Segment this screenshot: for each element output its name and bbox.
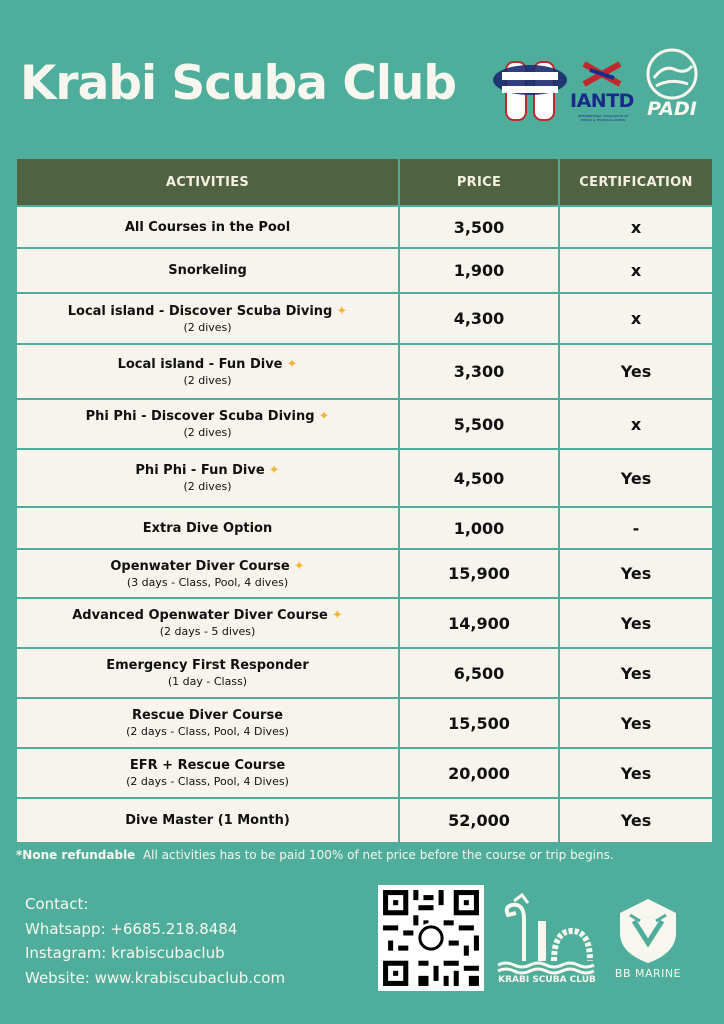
price-cell: 5,500 [399, 399, 559, 449]
club-logo-label: KRABI SCUBA CLUB [498, 975, 596, 985]
activity-name: Local island - Fun Dive [117, 356, 283, 372]
header-price: PRICE [399, 158, 559, 206]
activity-cell [16, 293, 399, 344]
cert-cell: Yes [559, 698, 713, 748]
activity-name: EFR + Rescue Course [129, 758, 286, 773]
refund-note [16, 848, 716, 862]
sparkle-icon: ✦ [268, 463, 280, 478]
sparkle-icon: ✦ [293, 558, 305, 574]
activity-detail: (2 dives) [183, 426, 232, 439]
table-row [16, 698, 713, 748]
activity-cell [16, 549, 399, 598]
activity-detail: (3 days - Class, Pool, 4 dives) [126, 575, 289, 589]
cert-cell: Yes [559, 598, 713, 648]
price-cell: 6,500 [399, 648, 559, 698]
certification-logos [492, 48, 706, 126]
refund-note-text: All activities has to be paid 100% of net price before the course or trip begins. [142, 848, 614, 862]
bb-logo-label: BB MARINE [614, 967, 682, 980]
contact-website[interactable]: Website: www.krabiscubaclub.com [25, 968, 286, 987]
activity-detail: (2 days - Class, Pool, 4 Dives) [126, 725, 289, 738]
activity-cell [16, 449, 399, 507]
activity-cell [16, 598, 399, 648]
activity-cell [16, 748, 399, 798]
sparkle-icon: ✦ [286, 356, 298, 372]
price-cell: 15,900 [399, 549, 559, 598]
price-cell: 14,900 [399, 598, 559, 648]
qr-code-icon[interactable] [378, 885, 484, 991]
activity-cell [16, 798, 399, 843]
activity-detail: (2 days - 5 dives) [159, 625, 256, 638]
page-title: Krabi Scuba Club [20, 56, 457, 111]
activity-detail: (2 dives) [183, 373, 232, 387]
price-cell: 3,500 [399, 206, 559, 248]
header-activities: ACTIVITIES [16, 158, 399, 206]
table-row [16, 206, 713, 248]
activity-cell [16, 206, 399, 248]
activity-name: Emergency First Responder [106, 658, 309, 673]
padi-logo-label: PADI [647, 98, 697, 120]
cert-cell: Yes [559, 449, 713, 507]
activity-name: Snorkeling [168, 263, 247, 278]
activity-cell [16, 507, 399, 549]
table-row [16, 798, 713, 843]
tdi-logo-icon [492, 58, 568, 126]
table-row [16, 293, 713, 344]
padi-logo-icon [642, 48, 702, 124]
activity-cell [16, 344, 399, 399]
price-cell: 4,500 [399, 449, 559, 507]
table-row [16, 449, 713, 507]
table-row [16, 399, 713, 449]
iantd-logo-sub: INTERNATIONAL ASSOCIATION OF NITROX & TECHNICAL DIVERS [577, 114, 629, 122]
activity-name: Phi Phi - Discover Scuba Diving [85, 409, 315, 424]
cert-cell: x [559, 206, 713, 248]
cert-cell: x [559, 399, 713, 449]
iantd-logo-label: IANTD [570, 90, 634, 112]
refund-note-bold: *None refundable [16, 848, 136, 862]
bb-marine-logo-icon [610, 895, 686, 987]
activity-name: Openwater Diver Course [110, 558, 290, 574]
cert-cell: Yes [559, 648, 713, 698]
contact-heading: Contact: [25, 895, 89, 913]
cert-cell: x [559, 248, 713, 293]
activity-name: Phi Phi - Fun Dive [135, 463, 265, 478]
iantd-logo-icon [570, 60, 634, 126]
price-cell: 20,000 [399, 748, 559, 798]
price-cell: 15,500 [399, 698, 559, 748]
activity-cell [16, 698, 399, 748]
contact-block [25, 892, 285, 990]
table-row [16, 248, 713, 293]
sparkle-icon: ✦ [336, 303, 348, 319]
table-row [16, 598, 713, 648]
sparkle-icon: ✦ [331, 608, 343, 623]
activity-detail: (2 dives) [183, 480, 232, 493]
price-cell: 52,000 [399, 798, 559, 843]
table-row [16, 748, 713, 798]
activity-detail: (2 dives) [183, 320, 232, 334]
price-cell: 4,300 [399, 293, 559, 344]
cert-cell: x [559, 293, 713, 344]
activity-detail: (2 days - Class, Pool, 4 Dives) [126, 775, 289, 788]
cert-cell: Yes [559, 344, 713, 399]
price-cell: 1,900 [399, 248, 559, 293]
sparkle-icon: ✦ [318, 409, 330, 424]
cert-cell: Yes [559, 549, 713, 598]
cert-cell: Yes [559, 798, 713, 843]
table-header-row [16, 158, 713, 206]
price-cell: 1,000 [399, 507, 559, 549]
table-row [16, 344, 713, 399]
activity-name: Rescue Diver Course [131, 708, 284, 723]
cert-cell: Yes [559, 748, 713, 798]
table-row [16, 549, 713, 598]
cert-cell: - [559, 507, 713, 549]
table-row [16, 648, 713, 698]
header-certification: CERTIFICATION [559, 158, 713, 206]
price-table [15, 157, 714, 844]
activity-name: Extra Dive Option [142, 520, 273, 536]
krabi-scuba-club-logo-icon [494, 891, 600, 991]
activity-name: Advanced Openwater Diver Course [72, 608, 328, 623]
activity-name: Dive Master (1 Month) [125, 813, 290, 828]
contact-whatsapp[interactable]: Whatsapp: +6685.218.8484 [25, 919, 238, 938]
activity-cell [16, 248, 399, 293]
activity-name: Local island - Discover Scuba Diving [67, 303, 333, 319]
price-cell: 3,300 [399, 344, 559, 399]
activity-cell [16, 648, 399, 698]
contact-instagram[interactable]: Instagram: krabiscubaclub [25, 944, 225, 962]
table-row [16, 507, 713, 549]
activity-detail: (1 day - Class) [167, 675, 248, 688]
activity-cell [16, 399, 399, 449]
activity-name: All Courses in the Pool [124, 219, 291, 235]
